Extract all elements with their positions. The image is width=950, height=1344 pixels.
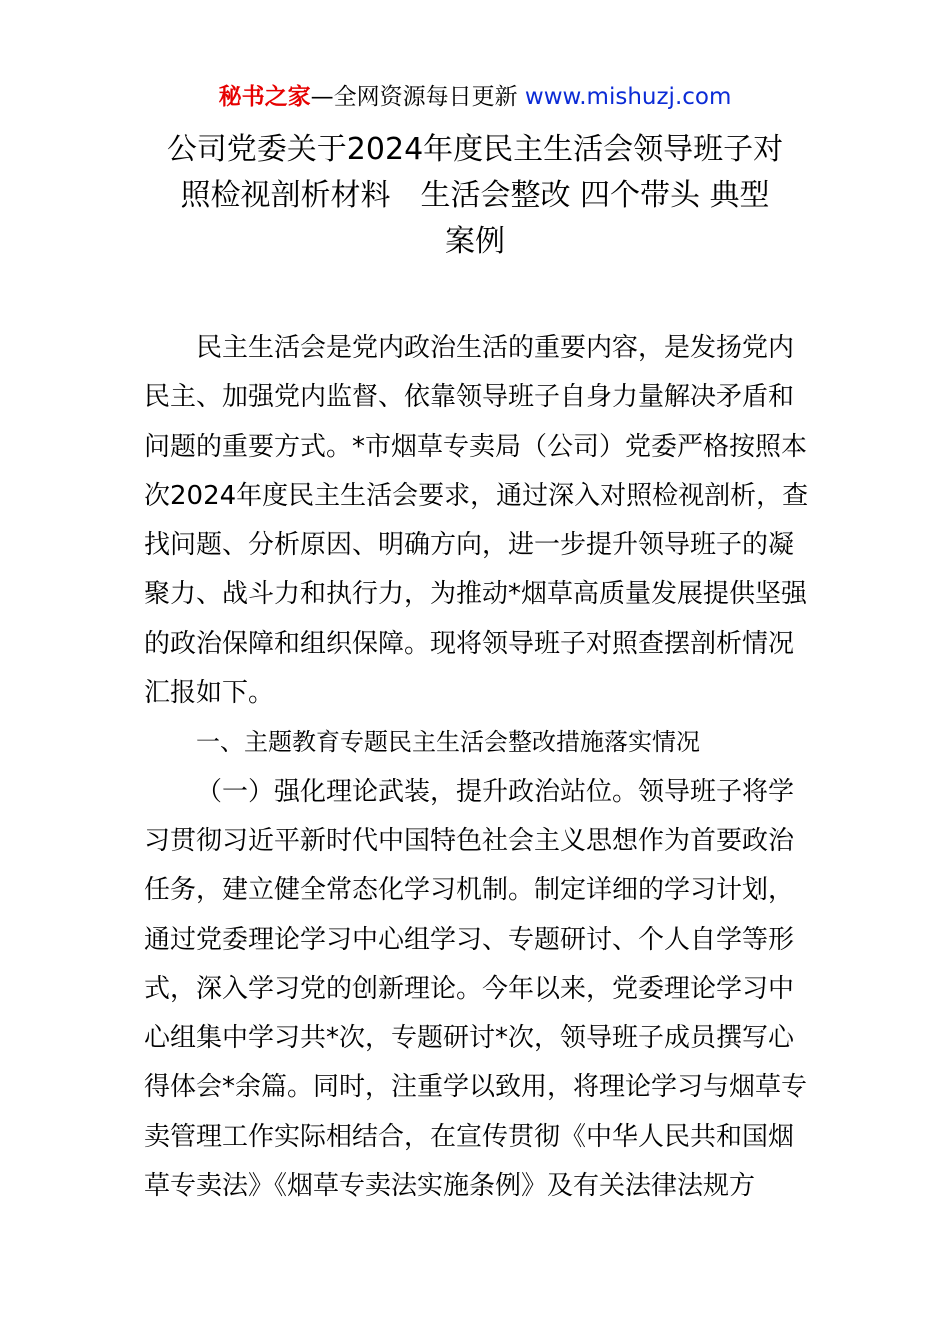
- body-line: （一）强化理论武装，提升政治站位。领导班子将学: [196, 776, 795, 807]
- document-title: [140, 127, 810, 265]
- body-line: 卖管理工作实际相结合，在宣传贯彻《中华人民共和国烟: [144, 1121, 795, 1152]
- body-line: 得体会*余篇。同时，注重学以致用，将理论学习与烟草专: [144, 1072, 808, 1103]
- body-line: 汇报如下。: [144, 678, 275, 709]
- body-line: 问题的重要方式。*市烟草专卖局（公司）党委严格按照本: [144, 431, 808, 462]
- body-line: 习贯彻习近平新时代中国特色社会主义思想作为首要政治: [144, 825, 795, 856]
- body-line: 草专卖法》《烟草专卖法实施条例》及有关法律法规方: [144, 1171, 756, 1202]
- title-line-1: 公司党委关于2024年度民主生活会领导班子对: [166, 132, 784, 167]
- site-tagline: —全网资源每日更新: [310, 84, 525, 110]
- body-line: 聚力、战斗力和执行力，为推动*烟草高质量发展提供坚强: [144, 579, 808, 610]
- body-line: 心组集中学习共*次，专题研讨*次，领导班子成员撰写心: [144, 1023, 795, 1054]
- document-body: [144, 324, 808, 1211]
- body-line: 式，深入学习党的创新理论。今年以来，党委理论学习中: [144, 973, 795, 1004]
- title-line-3: 案例: [445, 224, 505, 259]
- body-line: 民主、加强党内监督、依靠领导班子自身力量解决矛盾和: [144, 382, 795, 413]
- body-line: 找问题、分析原因、明确方向，进一步提升领导班子的凝: [144, 530, 795, 561]
- body-line: 通过党委理论学习中心组学习、专题研讨、个人自学等形: [144, 924, 795, 955]
- body-line: 次2024年度民主生活会要求，通过深入对照检视剖析，查: [144, 480, 809, 511]
- site-header: [0, 80, 950, 114]
- title-line-2: 照检视剖析材料 生活会整改 四个带头 典型: [180, 178, 770, 213]
- section-heading: 一、主题教育专题民主生活会整改措施落实情况: [196, 728, 700, 757]
- body-line: 任务，建立健全常态化学习机制。制定详细的学习计划，: [144, 875, 795, 906]
- body-line: 的政治保障和组织保障。现将领导班子对照查摆剖析情况: [144, 628, 795, 659]
- body-line: 民主生活会是党内政治生活的重要内容，是发扬党内: [196, 333, 795, 363]
- site-brand: 秘书之家: [218, 84, 311, 110]
- site-url-link[interactable]: www.mishuzj.com: [524, 84, 732, 110]
